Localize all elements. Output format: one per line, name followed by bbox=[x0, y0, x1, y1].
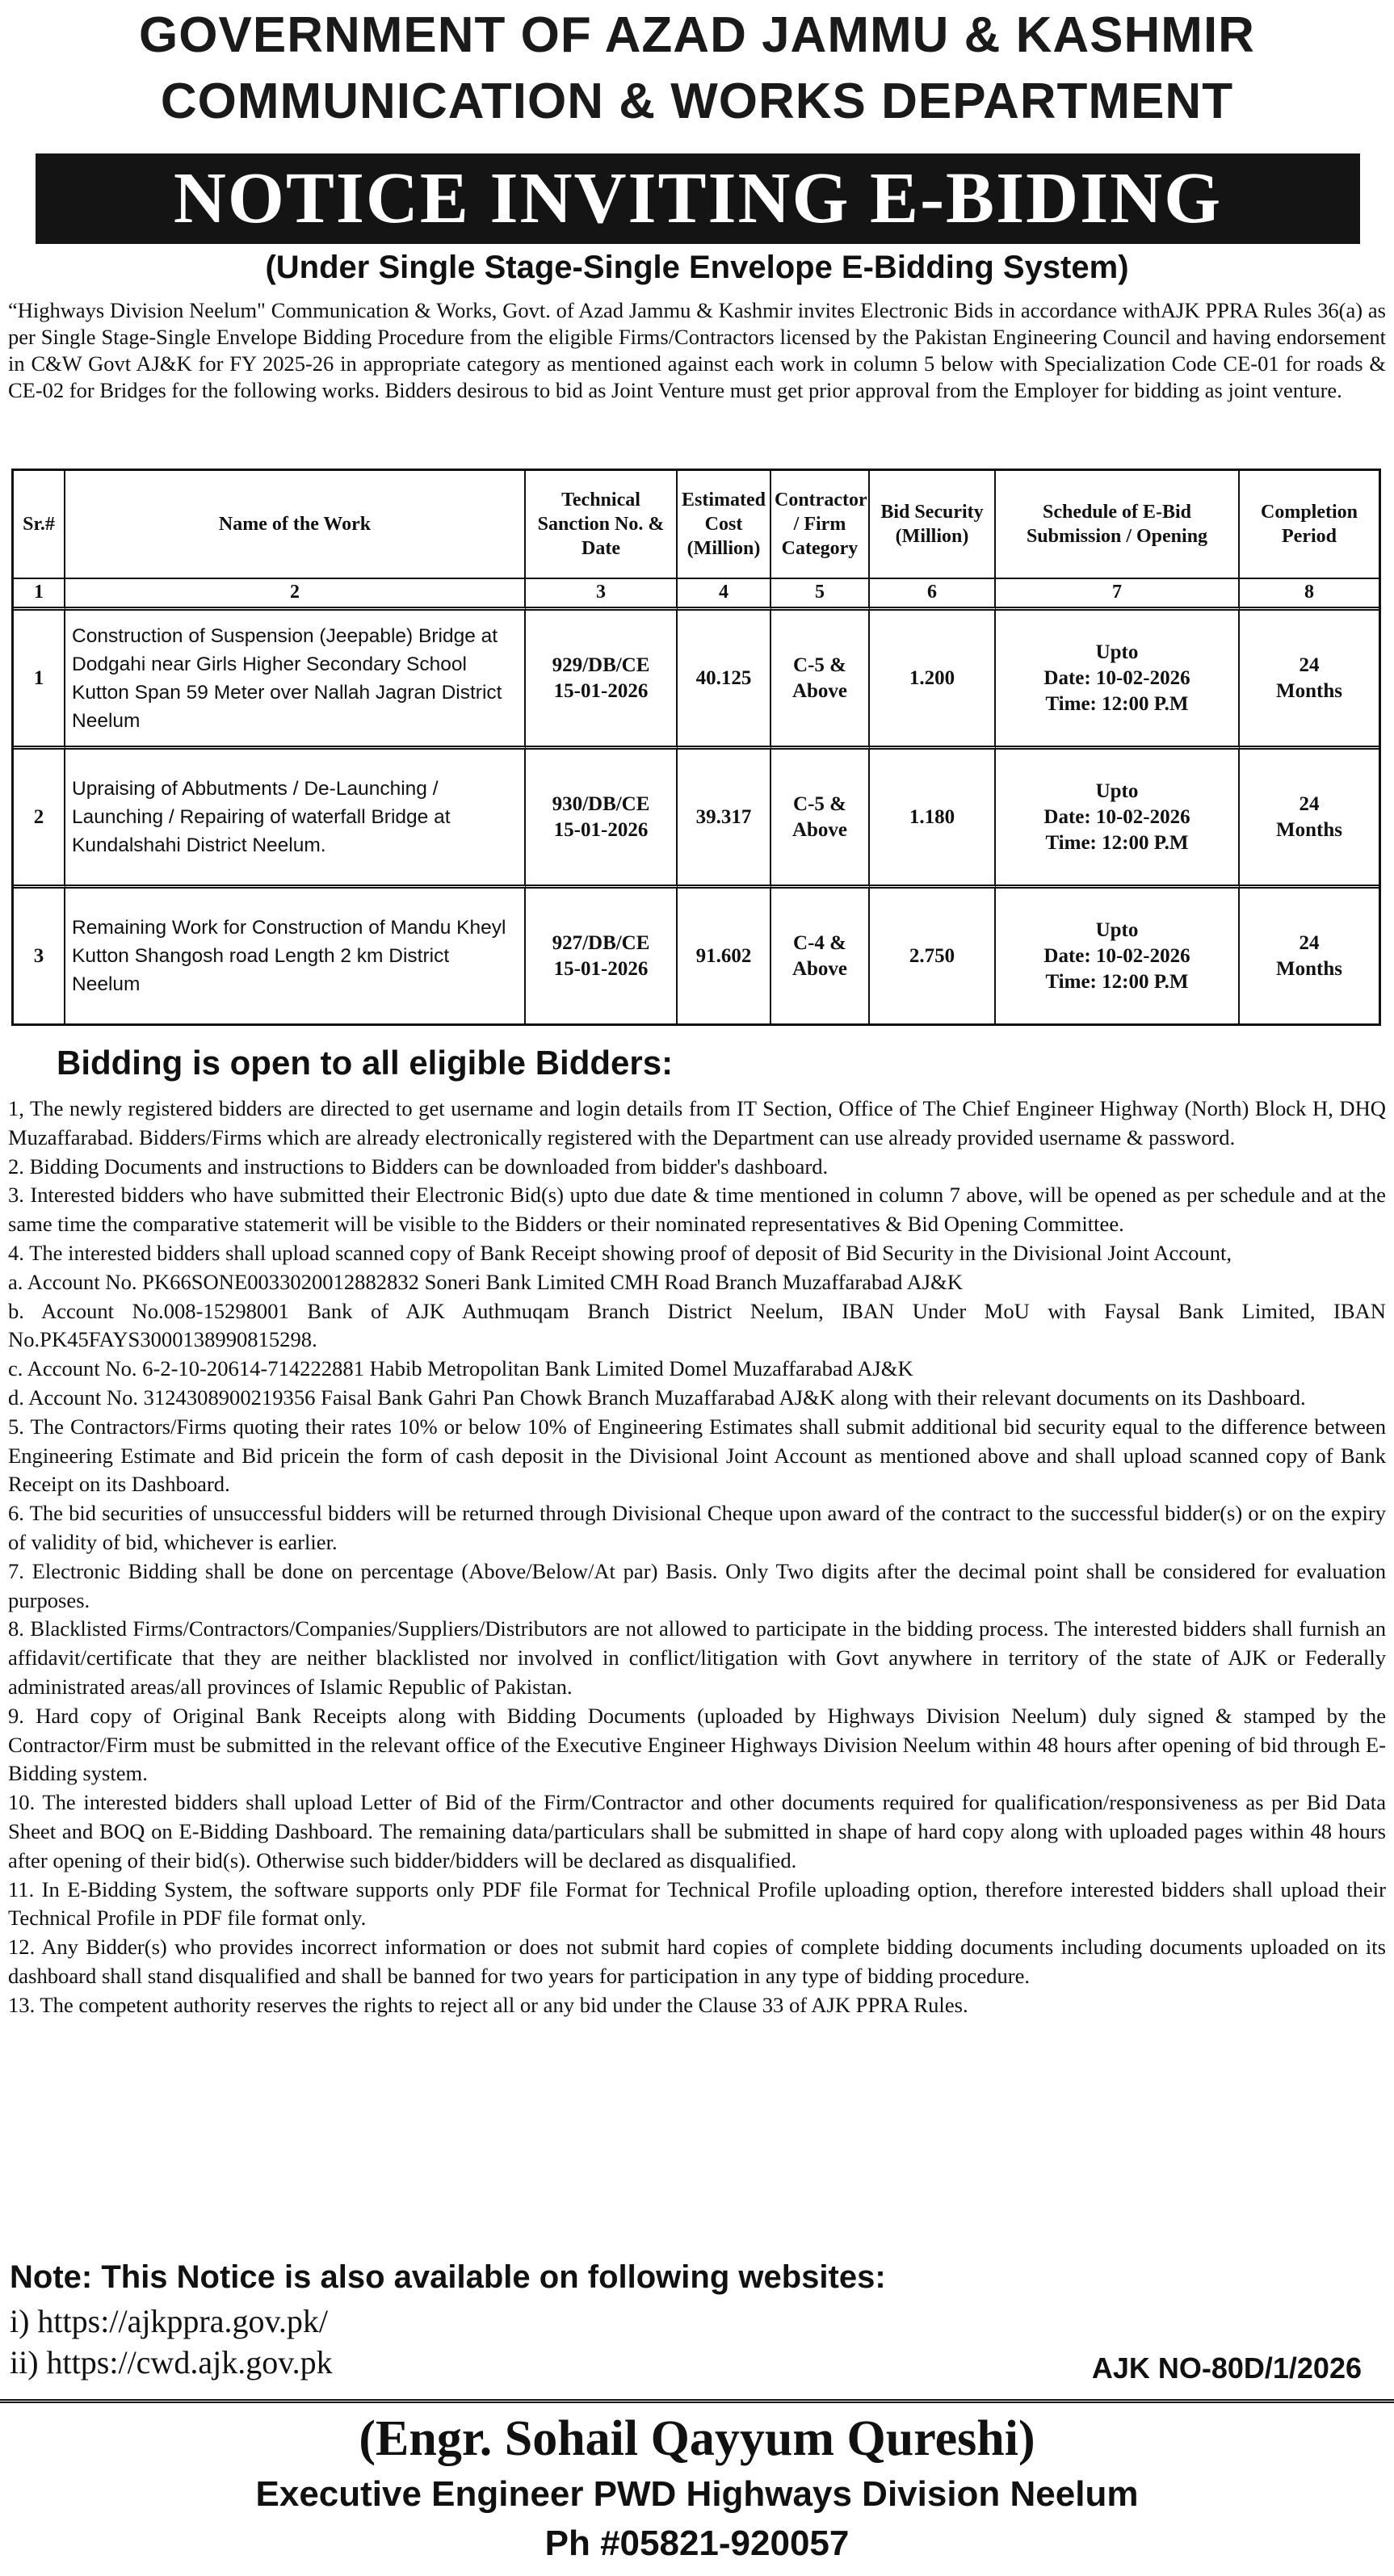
term-item: 7. Electronic Bidding shall be done on percentage (Above/Below/At par) Basis. Only Two digits after the decimal point shall be considered for evaluation purposes. bbox=[8, 1558, 1386, 1612]
websites-note: Note: This Notice is also available on following websites: bbox=[10, 2259, 886, 2295]
column-number: 8 bbox=[1240, 579, 1379, 611]
sanction-no: 929/DB/CE bbox=[552, 653, 650, 676]
schedule-time: Time: 12:00 P.M bbox=[1045, 970, 1189, 993]
term-item: c. Account No. 6-2-10-20614-714222881 Habib Metropolitan Bank Limited Domel Muzaffarabad AJ&K bbox=[8, 1356, 913, 1381]
term-item: b. Account No.008-15298001 Bank of AJK Authmuqam Branch District Neelum, IBAN Under MoU with Faysal Bank Limited, IBAN No.PK45FAYS3000138990815298. bbox=[8, 1298, 1386, 1352]
term-item: 9. Hard copy of Original Bank Receipts along with Bidding Documents (uploaded by Highways Division Neelum) duly signed & stamped by the Contractor/Firm must be submitted in the relevant office of the Executive Engineer Highways Division Neelum within 48 hours after opening of bid through E-Bidding system. bbox=[8, 1703, 1386, 1786]
sanction-date: 15-01-2026 bbox=[553, 818, 649, 841]
term-item: 12. Any Bidder(s) who provides incorrect information or does not submit hard copies of complete bidding documents including documents uploaded on its dashboard shall stand disqualified and shall be banned for two years for participation in any type of bidding procedure. bbox=[8, 1935, 1386, 1988]
signatory-name: (Engr. Sohail Qayyum Qureshi) bbox=[359, 2411, 1035, 2466]
term-item: 11. In E-Bidding System, the software supports only PDF file Format for Technical Profile uploading option, therefore interested bidders shall upload their Technical Profile in PDF file format only. bbox=[8, 1876, 1386, 1931]
schedule-upto: Upto bbox=[1095, 918, 1139, 941]
schedule-time: Time: 12:00 P.M bbox=[1045, 692, 1189, 715]
website-link-ppra[interactable]: i) https://ajkppra.gov.pk/ bbox=[10, 2303, 329, 2339]
serial-cell: 2 bbox=[14, 750, 65, 889]
intro-paragraph: “Highways Division Neelum" Communication & Works, Govt. of Azad Jammu & Kashmir invites Electronic Bids in accordance withAJK PPRA Rules 36(a) as per Single Stage-Single Envelope Bidding Procedure from the eligible Firms/Contractors licensed by the Pakistan Engineering Council and having endorsement in C&W Govt AJ&K for FY 2025-26 in appropriate category as mentioned against each work in column 5 below with Specialization Code CE-01 for roads & CE-02 for Bridges for the following works. Bidders desirous to bid as Joint Venture must get prior approval from the Employer for bidding as joint venture. bbox=[8, 298, 1386, 402]
period-unit: Months bbox=[1276, 957, 1342, 980]
schedule-cell bbox=[996, 611, 1240, 750]
sanction-cell bbox=[526, 611, 678, 750]
security-cell: 1.200 bbox=[870, 611, 996, 750]
term-item: 10. The interested bidders shall upload Letter of Bid of the Firm/Contractor and other documents required for qualification/responsiveness as per Bid Data Sheet and BOQ on E-Bidding Dashboard. The remaining data/particulars shall be submitted in shape of hard copy along with uploaded pages within 48 hours after opening of their bid(s). Otherwise such bidder/bidders will be declared as disqualified. bbox=[8, 1790, 1386, 1872]
term-item: 4. The interested bidders shall upload scanned copy of Bank Receipt showing proof of deposit of Bid Security in the Divisional Joint Account, bbox=[8, 1240, 1232, 1265]
header-cell: Schedule of E-Bid Submission / Opening bbox=[996, 471, 1240, 579]
serial-cell: 1 bbox=[14, 611, 65, 750]
website-link-cwd[interactable]: ii) https://cwd.ajk.gov.pk bbox=[10, 2344, 333, 2381]
notice-banner: NOTICE INVITING E-BIDING bbox=[36, 153, 1360, 244]
government-title: GOVERNMENT OF AZAD JAMMU & KASHMIR bbox=[139, 7, 1255, 63]
security-cell: 1.180 bbox=[870, 750, 996, 889]
term-item: 1, The newly registered bidders are directed to get username and login details from IT Section, Office of The Chief Engineer Highway (North) Block H, DHQ Muzaffarabad. Bidders/Firms which are already electronically registered with the Department can use already provided username & password. bbox=[8, 1096, 1386, 1149]
term-item: a. Account No. PK66SONE0033020012882832 Soneri Bank Limited CMH Road Branch Muzaffarabad AJ&K bbox=[8, 1269, 964, 1294]
header-cell: Estimated Cost (Million) bbox=[678, 471, 771, 579]
period-value: 24 bbox=[1299, 792, 1320, 815]
column-number: 3 bbox=[526, 579, 678, 611]
category-cell bbox=[771, 750, 870, 889]
sanction-no: 927/DB/CE bbox=[552, 931, 650, 954]
schedule-date: Date: 10-02-2026 bbox=[1043, 666, 1190, 689]
schedule-upto: Upto bbox=[1095, 641, 1139, 663]
category-above: Above bbox=[791, 679, 848, 702]
period-value: 24 bbox=[1299, 653, 1320, 676]
department-title: COMMUNICATION & WORKS DEPARTMENT bbox=[160, 74, 1234, 129]
sanction-no: 930/DB/CE bbox=[552, 792, 650, 815]
header-cell: Contractor / Firm Category bbox=[771, 471, 870, 579]
header-cell: Completion Period bbox=[1240, 471, 1379, 579]
term-item: 6. The bid securities of unsuccessful bidders will be returned through Divisional Cheque upon award of the contract to the successful bidder(s) or on the expiry of validity of bid, whichever is earlier. bbox=[8, 1501, 1386, 1554]
schedule-date: Date: 10-02-2026 bbox=[1043, 944, 1190, 967]
sanction-date: 15-01-2026 bbox=[553, 957, 649, 980]
column-number: 5 bbox=[771, 579, 870, 611]
sanction-cell bbox=[526, 889, 678, 1023]
period-cell bbox=[1240, 611, 1379, 750]
schedule-upto: Upto bbox=[1095, 780, 1139, 802]
table-row bbox=[14, 889, 1379, 1023]
bidding-open-heading: Bidding is open to all eligible Bidders: bbox=[57, 1044, 674, 1082]
reference-number: AJK NO-80D/1/2026 bbox=[1091, 2351, 1362, 2385]
period-unit: Months bbox=[1276, 818, 1342, 841]
category-code: C-5 & bbox=[793, 792, 846, 815]
term-item: 3. Interested bidders who have submitted their Electronic Bid(s) upto due date & time mentioned in column 7 above, will be opened as per schedule and at the same time the comparative statemerit will be visible to the Bidders or their nominated representatives & Bid Opening Committee. bbox=[8, 1183, 1386, 1237]
category-cell bbox=[771, 889, 870, 1023]
term-item: 13. The competent authority reserves the rights to reject all or any bid under the Clause 33 of AJK PPRA Rules. bbox=[8, 1992, 968, 2017]
period-cell bbox=[1240, 750, 1379, 889]
table-header-row bbox=[14, 471, 1379, 579]
term-item: 2. Bidding Documents and instructions to Bidders can be downloaded from bidder's dashboard. bbox=[8, 1154, 829, 1179]
column-number-row bbox=[14, 579, 1379, 611]
table-row bbox=[14, 750, 1379, 889]
category-code: C-5 & bbox=[793, 653, 846, 676]
security-cell: 2.750 bbox=[870, 889, 996, 1023]
works-table bbox=[11, 469, 1381, 1026]
header-cell: Name of the Work bbox=[65, 471, 526, 579]
column-number: 4 bbox=[678, 579, 771, 611]
term-item: 8. Blacklisted Firms/Contractors/Companies/Suppliers/Distributors are not allowed to participate in the bidding process. The interested bidders shall furnish an affidavit/certificate that they are neither blacklisted nor involved in conflict/litigation with Govt anywhere in territory of the state of AJK or Federally administrated areas/all provinces of Islamic Republic of Pakistan. bbox=[8, 1616, 1386, 1699]
schedule-cell bbox=[996, 750, 1240, 889]
column-number: 2 bbox=[65, 579, 526, 611]
sanction-cell bbox=[526, 750, 678, 889]
schedule-date: Date: 10-02-2026 bbox=[1043, 805, 1190, 828]
term-item: 5. The Contractors/Firms quoting their rates 10% or below 10% of Engineering Estimates shall submit additional bid security equal to the difference between Engineering Estimate and Bid pricein the form of cash deposit in the Divisional Joint Account as mentioned above and shall upload scanned copy of Bank Receipt on its Dashboard. bbox=[8, 1414, 1386, 1497]
category-above: Above bbox=[791, 957, 848, 980]
cost-cell: 91.602 bbox=[678, 889, 771, 1023]
category-cell bbox=[771, 611, 870, 750]
table-row bbox=[14, 611, 1379, 750]
schedule-cell bbox=[996, 889, 1240, 1023]
signatory-designation: Executive Engineer PWD Highways Division Neelum bbox=[255, 2474, 1139, 2514]
header-cell: Technical Sanction No. & Date bbox=[526, 471, 678, 579]
period-cell bbox=[1240, 889, 1379, 1023]
work-name-cell: Remaining Work for Construction of Mandu Kheyl Kutton Shangosh road Length 2 km District Neelum bbox=[65, 889, 526, 1023]
signature-divider bbox=[0, 2399, 1394, 2403]
term-item: d. Account No. 3124308900219356 Faisal Bank Gahri Pan Chowk Branch Muzaffarabad AJ&K along with their relevant documents on its Dashboard. bbox=[8, 1385, 1306, 1410]
work-name-cell: Construction of Suspension (Jeepable) Bridge at Dodgahi near Girls Higher Secondary School Kutton Span 59 Meter over Nallah Jagran District Neelum bbox=[65, 611, 526, 750]
cost-cell: 39.317 bbox=[678, 750, 771, 889]
category-above: Above bbox=[791, 818, 848, 841]
signatory-phone: Ph #05821-920057 bbox=[544, 2523, 850, 2563]
column-number: 1 bbox=[14, 579, 65, 611]
header-cell: Bid Security (Million) bbox=[870, 471, 996, 579]
work-name-cell: Upraising of Abbutments / De-Launching / Launching / Repairing of waterfall Bridge at Kundalshahi District Neelum. bbox=[65, 750, 526, 889]
schedule-time: Time: 12:00 P.M bbox=[1045, 831, 1189, 854]
category-code: C-4 & bbox=[793, 931, 846, 954]
header-cell: Sr.# bbox=[14, 471, 65, 579]
period-value: 24 bbox=[1299, 931, 1320, 954]
period-unit: Months bbox=[1276, 679, 1342, 702]
terms-list bbox=[8, 1095, 1386, 2020]
column-number: 7 bbox=[996, 579, 1240, 611]
sanction-date: 15-01-2026 bbox=[553, 679, 649, 702]
cost-cell: 40.125 bbox=[678, 611, 771, 750]
serial-cell: 3 bbox=[14, 889, 65, 1023]
column-number: 6 bbox=[870, 579, 996, 611]
notice-subtitle: (Under Single Stage-Single Envelope E-Bidding System) bbox=[265, 250, 1129, 285]
